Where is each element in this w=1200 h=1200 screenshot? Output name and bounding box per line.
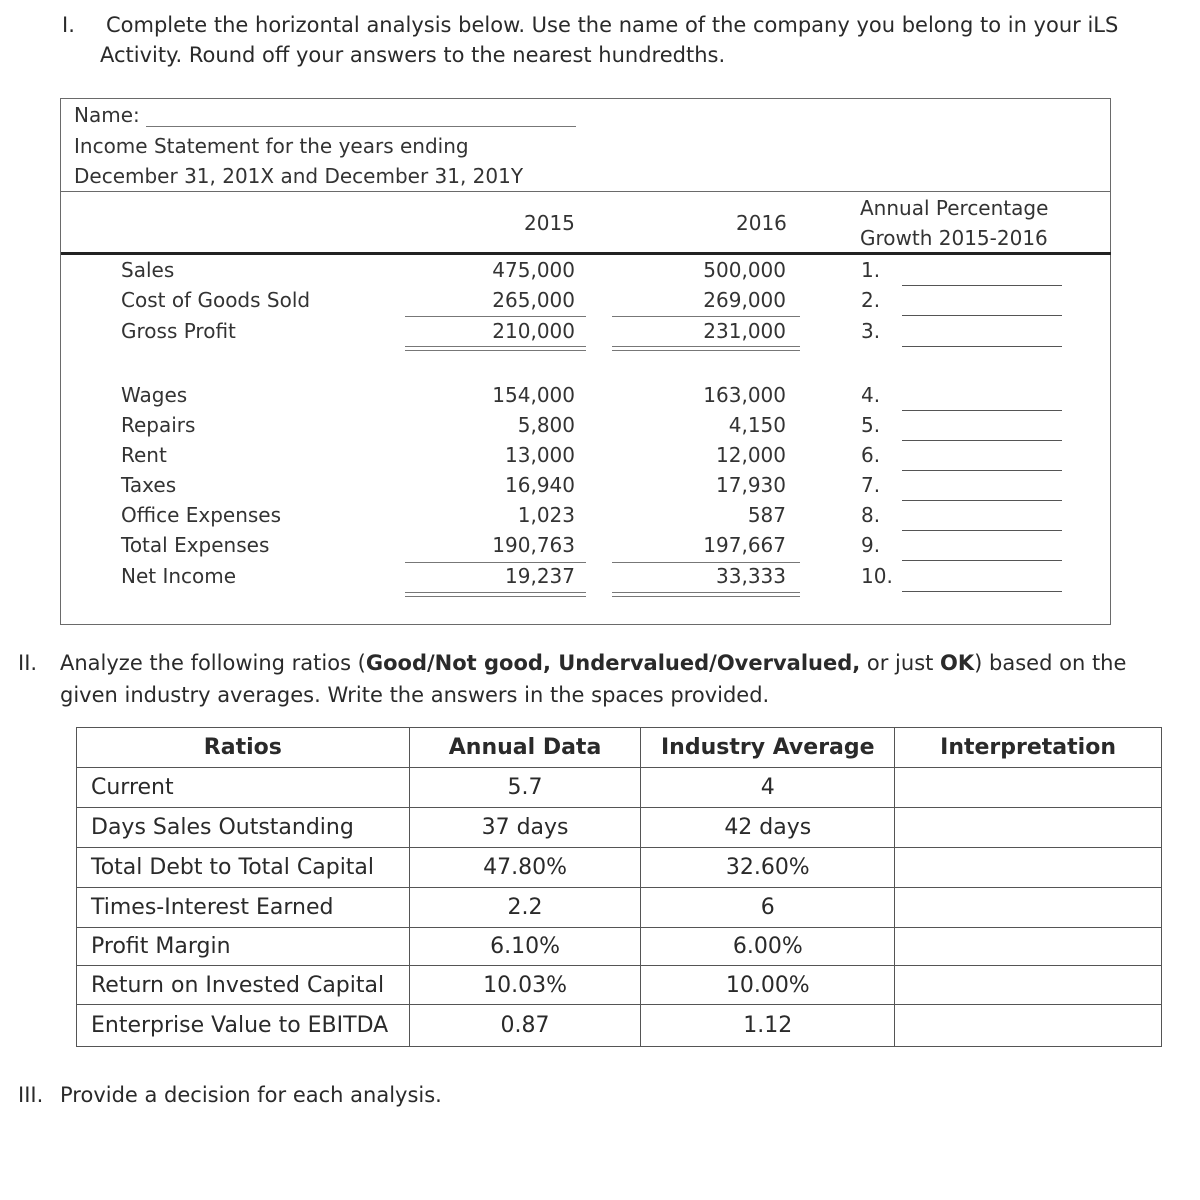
table-row [77, 808, 1162, 848]
col-header-growth-line2: Growth 2015-2016 [860, 226, 1048, 250]
growth-item-number: 2. [861, 288, 881, 312]
table-row [77, 768, 1162, 808]
annual-data-cell: 37 days [409, 808, 641, 848]
interpretation-cell[interactable] [895, 888, 1162, 928]
statement-title-line1: Income Statement for the years ending [74, 134, 469, 158]
col-header-2016: 2016 [736, 211, 787, 235]
row-label: Total Expenses [121, 533, 270, 557]
value-2015: 16,940 [505, 473, 575, 497]
ratio-name: Return on Invested Capital [77, 966, 410, 1005]
table-row [77, 928, 1162, 966]
value-2015: 154,000 [492, 383, 575, 407]
industry-average-cell: 6 [641, 888, 895, 928]
growth-answer-blank[interactable] [902, 315, 1062, 316]
growth-answer-blank[interactable] [902, 285, 1062, 286]
row-label: Net Income [121, 564, 237, 588]
growth-item-number: 8. [861, 503, 881, 527]
growth-item-number: 3. [861, 319, 881, 343]
part2-instruction-line1: Analyze the following ratios (Good/Not good, Undervalued/Overvalued, or just OK) based on the [60, 651, 1127, 675]
row-label: Gross Profit [121, 319, 236, 343]
value-2015: 13,000 [505, 443, 575, 467]
industry-average-cell: 10.00% [641, 966, 895, 1005]
interpretation-cell[interactable] [895, 848, 1162, 888]
value-2016: 4,150 [728, 413, 786, 437]
value-2015: 1,023 [517, 503, 575, 527]
name-field[interactable] [146, 126, 576, 127]
part2-instruction-line2: given industry averages. Write the answers in the spaces provided. [60, 683, 770, 707]
part2-numeral: II. [18, 651, 38, 675]
col-header-2015: 2015 [524, 211, 575, 235]
value-2016: 197,667 [703, 533, 786, 557]
part3-text: Provide a decision for each analysis. [60, 1083, 442, 1107]
industry-average-cell: 42 days [641, 808, 895, 848]
part1-instruction-line1: Complete the horizontal analysis below. Use the name of the company you belong to in your iLS [106, 13, 1119, 37]
value-2016: 231,000 [703, 319, 786, 343]
industry-average-cell: 6.00% [641, 928, 895, 966]
value-2015: 210,000 [492, 319, 575, 343]
header-interpretation: Interpretation [895, 728, 1162, 768]
header-ratios: Ratios [77, 728, 410, 768]
ratio-name: Total Debt to Total Capital [77, 848, 410, 888]
header-divider [60, 191, 1111, 192]
industry-average-cell: 32.60% [641, 848, 895, 888]
part1-instruction-line2: Activity. Round off your answers to the nearest hundredths. [100, 43, 726, 67]
growth-item-number: 10. [861, 564, 893, 588]
interpretation-cell[interactable] [895, 928, 1162, 966]
interpretation-cell[interactable] [895, 966, 1162, 1005]
annual-data-cell: 10.03% [409, 966, 641, 1005]
annual-data-cell: 5.7 [409, 768, 641, 808]
net-income-double-rule-2015 [405, 592, 586, 597]
header-rule [61, 252, 1111, 255]
growth-answer-blank[interactable] [902, 591, 1062, 592]
value-2015: 190,763 [492, 533, 575, 557]
annual-data-cell: 2.2 [409, 888, 641, 928]
value-2016: 12,000 [716, 443, 786, 467]
value-2015: 19,237 [505, 564, 575, 588]
value-2016: 500,000 [703, 258, 786, 282]
row-label: Repairs [121, 413, 196, 437]
table-row [77, 848, 1162, 888]
part3-numeral: III. [18, 1083, 44, 1107]
cogs-underline-2016 [612, 316, 800, 317]
gross-profit-double-rule-2016 [612, 346, 800, 351]
growth-item-number: 7. [861, 473, 881, 497]
ratio-name: Profit Margin [77, 928, 410, 966]
annual-data-cell: 0.87 [409, 1005, 641, 1047]
value-2016: 163,000 [703, 383, 786, 407]
interpretation-cell[interactable] [895, 808, 1162, 848]
growth-item-number: 1. [861, 258, 881, 282]
row-label: Office Expenses [121, 503, 282, 527]
table-row [77, 888, 1162, 928]
part1-numeral: I. [62, 13, 75, 37]
row-label: Taxes [121, 473, 177, 497]
industry-average-cell: 1.12 [641, 1005, 895, 1047]
ratio-name: Current [77, 768, 410, 808]
header-industry-average: Industry Average [641, 728, 895, 768]
growth-answer-blank[interactable] [902, 470, 1062, 471]
row-label: Wages [121, 383, 188, 407]
total-expenses-underline-2015 [405, 562, 586, 563]
growth-answer-blank[interactable] [902, 346, 1062, 347]
growth-answer-blank[interactable] [902, 500, 1062, 501]
value-2016: 17,930 [716, 473, 786, 497]
growth-item-number: 5. [861, 413, 881, 437]
table-row [77, 966, 1162, 1005]
value-2015: 5,800 [517, 413, 575, 437]
growth-item-number: 6. [861, 443, 881, 467]
industry-average-cell: 4 [641, 768, 895, 808]
ratio-name: Enterprise Value to EBITDA [77, 1005, 410, 1047]
table-row [77, 1005, 1162, 1047]
gross-profit-double-rule-2015 [405, 346, 586, 351]
col-header-growth-line1: Annual Percentage [860, 196, 1049, 220]
interpretation-cell[interactable] [895, 768, 1162, 808]
growth-answer-blank[interactable] [902, 440, 1062, 441]
value-2016: 269,000 [703, 288, 786, 312]
ratios-table [76, 727, 1162, 1047]
value-2015: 475,000 [492, 258, 575, 282]
total-expenses-underline-2016 [612, 562, 800, 563]
net-income-double-rule-2016 [612, 592, 800, 597]
row-label: Rent [121, 443, 167, 467]
header-annual-data: Annual Data [409, 728, 641, 768]
growth-answer-blank[interactable] [902, 560, 1062, 561]
growth-item-number: 9. [861, 533, 881, 557]
row-label: Cost of Goods Sold [121, 288, 311, 312]
value-2016: 33,333 [716, 564, 786, 588]
ratio-name: Days Sales Outstanding [77, 808, 410, 848]
annual-data-cell: 47.80% [409, 848, 641, 888]
growth-answer-blank[interactable] [902, 410, 1062, 411]
statement-title-line2: December 31, 201X and December 31, 201Y [74, 164, 524, 188]
value-2016: 587 [747, 503, 786, 527]
cogs-underline-2015 [405, 316, 586, 317]
annual-data-cell: 6.10% [409, 928, 641, 966]
interpretation-cell[interactable] [895, 1005, 1162, 1047]
ratio-name: Times-Interest Earned [77, 888, 410, 928]
row-label: Sales [121, 258, 175, 282]
growth-answer-blank[interactable] [902, 530, 1062, 531]
value-2015: 265,000 [492, 288, 575, 312]
name-label: Name: [74, 103, 140, 127]
growth-item-number: 4. [861, 383, 881, 407]
